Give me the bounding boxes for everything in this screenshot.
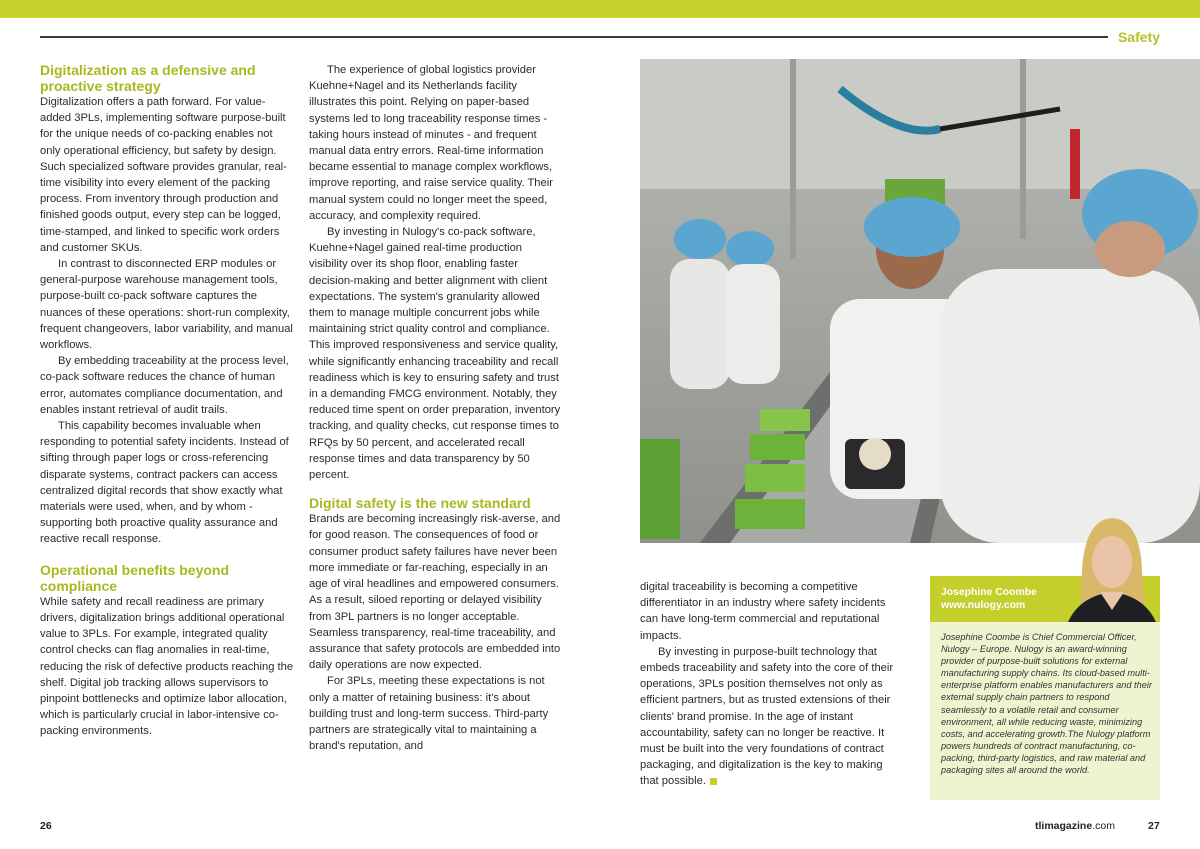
site-tld: .com bbox=[1092, 820, 1115, 832]
paragraph: In contrast to disconnected ERP modules or general-purpose warehouse management tools, purpose-built co-pack software captures the nuances of these operations: short-run complexity, frequent changeovers, labor variability, and manual workflows. bbox=[40, 258, 293, 352]
paragraph: The experience of global logistics provider Kuehne+Nagel and its Netherlands facility illustrates this point. Relying on paper-based systems led to long traceability response times - taking hours instead of minutes - and frequent manual data entry errors. Real-time information became essential to manage complex workflows, improve reporting, and raise service quality. Their manual system could no longer meet the speed, accuracy, and complexity required. bbox=[309, 64, 553, 222]
header-rule bbox=[40, 36, 1108, 38]
magazine-site bbox=[1035, 820, 1115, 832]
page-number-left: 26 bbox=[40, 820, 52, 832]
paragraph-final bbox=[640, 644, 894, 790]
paragraph: Digitalization offers a path forward. For value-added 3PLs, implementing software purpose-built for the unique needs of co-packing enables not only operational efficiency, but safety by design. Such specialized software provides granular, real-time visibility into every element of the packing process. From inventory through production and finished goods output, every step can be logged, time-stamped, and linked to specific work orders and customer SKUs. bbox=[40, 96, 287, 254]
article-column-3 bbox=[640, 579, 894, 790]
article-column-2 bbox=[309, 62, 563, 754]
author-bio-text: Josephine Coombe is Chief Commercial Officer, Nulogy – Europe. Nulogy is an award-winning provider of purpose-built solutions for external manufacturing supply chains. Its cloud-based multi-enterprise platform enables manufacturers and their external supply chain partners to respond seamlessly to a volatile retail and consumer environment, all while reducing waste, minimizing costs, and accelerating growth.The Nulogy platform powers hundreds of contract manufacturing, co-packing, third-party logistics, and raw material and packaging sites all around the world. bbox=[941, 632, 1152, 776]
page-number-right: 27 bbox=[1148, 820, 1160, 832]
heading-defensive-strategy: Digitalization as a defensive and proactive strategy bbox=[40, 62, 256, 94]
heading-operational-benefits: Operational benefits beyond compliance bbox=[40, 561, 230, 594]
paragraph: For 3PLs, meeting these expectations is not only a matter of retaining business: it's about building trust and long-term success. Third-party partners are strategically vital to maintaining a brand's reputation, and bbox=[309, 675, 549, 753]
author-portrait-image bbox=[1060, 500, 1160, 622]
factory-photo bbox=[640, 59, 1200, 543]
top-accent-band bbox=[0, 0, 1200, 18]
section-label: Safety bbox=[1117, 29, 1160, 45]
factory-photo-illustration bbox=[640, 59, 1200, 543]
spacer bbox=[40, 548, 294, 562]
paragraph-text: By investing in purpose-built technology that embeds traceability and safety into the core of their operations, 3PLs position themselves not only as efficient partners, but as trusted extensions of their clients' brand promise. In the age of instant accountability, safety can no longer be reactive. It must be built into the very foundations of contract packaging, and digitalization is the key to making that possible. bbox=[640, 645, 894, 788]
paragraph: By investing in Nulogy's co-pack software, Kuehne+Nagel gained real-time production visibility over its shop floor, enabling faster decision-making and better alignment with client expectations. The system's granularity allowed them to manage multiple concurrent jobs while maintaining strict quality control and compliance. This improved responsiveness and service quality, while significantly enhancing traceability and recall readiness which is key to ensuring safety and trust in a demanding FMCG environment. Notably, they reduced time spent on order preparation, inventory tracking, and quality checks, cut response times to RFQs by 50 percent, and accelerated recall response times and data transparency by 50 percent. bbox=[309, 226, 561, 482]
paragraph: Brands are becoming increasingly risk-averse, and for good reason. The consequences of food or consumer product safety failures have never been more immediate or far-reaching, especially in an age of viral headlines and empowered consumers. As a result, siloed reporting or delayed visibility from 3PL partners is no longer acceptable. Seamless transparency, real-time traceability, and assurance that safety protocols are embedded into daily operations are now expected. bbox=[309, 513, 561, 672]
end-of-article-marker bbox=[710, 778, 717, 785]
site-name: tlimagazine bbox=[1035, 820, 1093, 832]
spacer bbox=[309, 483, 563, 495]
heading-digital-safety: Digital safety is the new standard bbox=[309, 495, 531, 512]
article-column-1 bbox=[40, 62, 294, 740]
author-website: www.nulogy.com bbox=[941, 600, 1026, 611]
paragraph: While safety and recall readiness are primary drivers, digitalization brings additional operational value to 3PLs. For example, integrated quality control checks can flag anomalies in real-time, reducing the risk of defective products reaching the shelf. Digital job tracking allows supervisors to pinpoint bottlenecks and optimize labor allocation, which is particularly crucial in labor-intensive co-packing environments. bbox=[40, 595, 294, 738]
author-name: Josephine Coombe bbox=[941, 587, 1037, 598]
author-portrait bbox=[1060, 500, 1160, 622]
paragraph: By embedding traceability at the process level, co-pack software reduces the chance of human error, automates compliance documentation, and enables instant retrieval of audit trails. bbox=[40, 355, 289, 416]
paragraph: This capability becomes invaluable when responding to potential safety incidents. Instead of sifting through paper logs or cross-referencing disparate systems, contract packers can access centralized digital records that show exactly what materials were used, when, and by whom - supporting both proactive quality assurance and reactive recall response. bbox=[40, 420, 289, 546]
paragraph: digital traceability is becoming a competitive differentiator in an industry where safety incidents can have long-term commercial and reputational impacts. bbox=[640, 581, 886, 642]
